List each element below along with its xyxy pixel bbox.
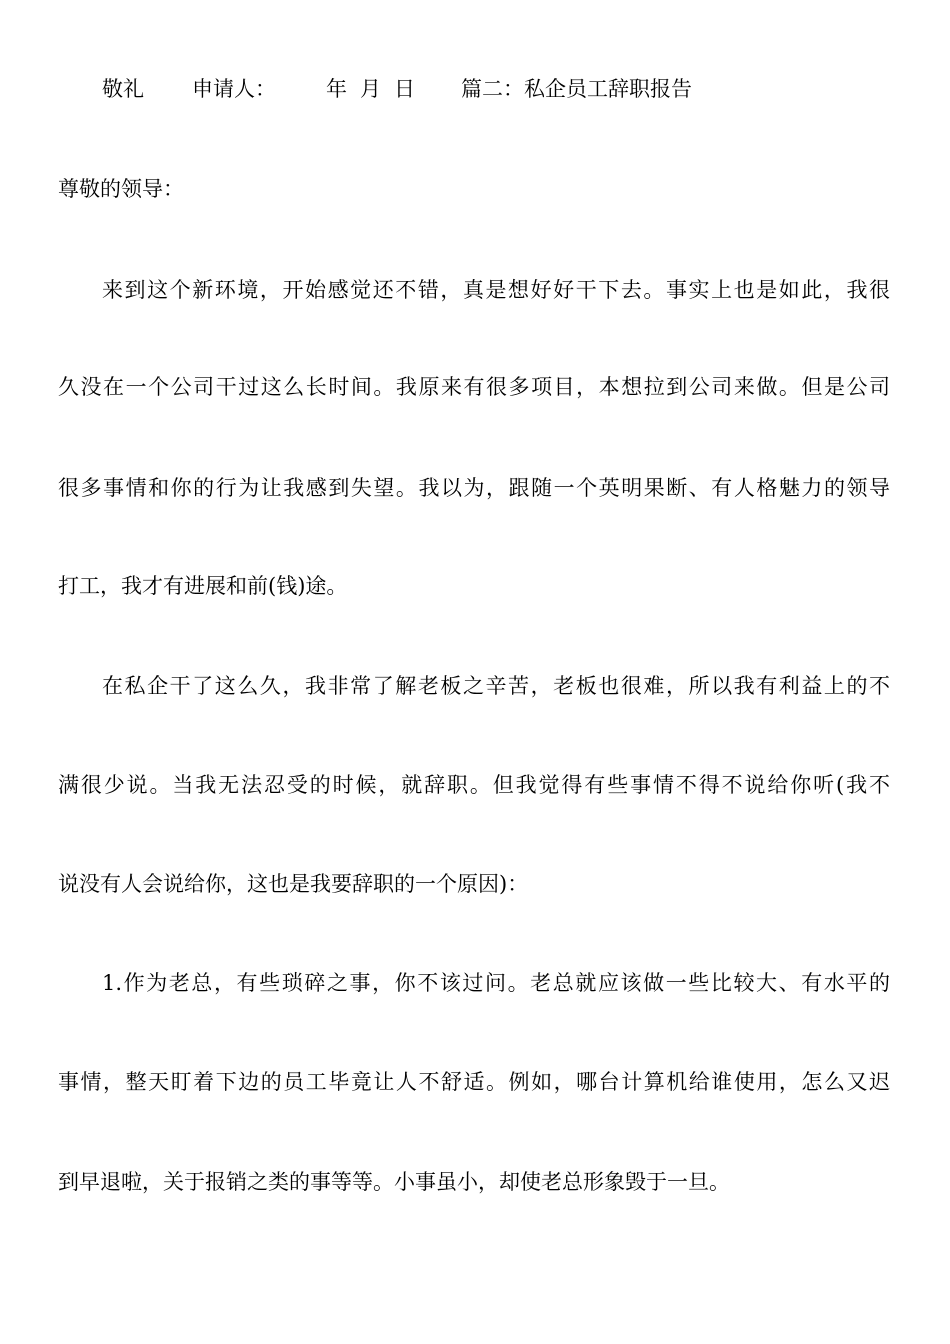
paragraph-line: 在私企干了这么久，我非常了解老板之辛苦，老板也很难，所以我有利益上的不 — [102, 674, 890, 698]
salutation: 尊敬的领导： — [58, 177, 184, 201]
closing-text: 敬礼 — [102, 77, 144, 101]
paragraph-line: 1.作为老总，有些琐碎之事，你不该过问。老总就应该做一些比较大、有水平的 — [102, 971, 890, 995]
applicant-label: 申请人： — [192, 77, 276, 101]
date-month: 月 — [360, 77, 381, 101]
paragraph-line: 事情，整天盯着下边的员工毕竟让人不舒适。例如，哪台计算机给谁使用，怎么又迟 — [58, 1070, 890, 1094]
paragraph-line: 到早退啦，关于报销之类的事等等。小事虽小，却使老总形象毁于一旦。 — [58, 1170, 730, 1194]
paragraph-line: 满很少说。当我无法忍受的时候，就辞职。但我觉得有些事情不得不说给你听(我不 — [58, 773, 890, 797]
paragraph-line: 说没有人会说给你，这也是我要辞职的一个原因)： — [58, 872, 529, 896]
date-year: 年 — [326, 77, 347, 101]
paragraph-line: 打工，我才有进展和前(钱)途。 — [58, 574, 348, 598]
paragraph-line: 很多事情和你的行为让我感到失望。我以为，跟随一个英明果断、有人格魅力的领导 — [58, 476, 890, 500]
paragraph-line: 久没在一个公司干过这么长时间。我原来有很多项目，本想拉到公司来做。但是公司 — [58, 375, 890, 399]
section-title: 篇二：私企员工辞职报告 — [461, 77, 692, 101]
paragraph-line: 来到这个新环境，开始感觉还不错，真是想好好干下去。事实上也是如此，我很 — [102, 278, 890, 302]
date-day: 日 — [394, 77, 415, 101]
